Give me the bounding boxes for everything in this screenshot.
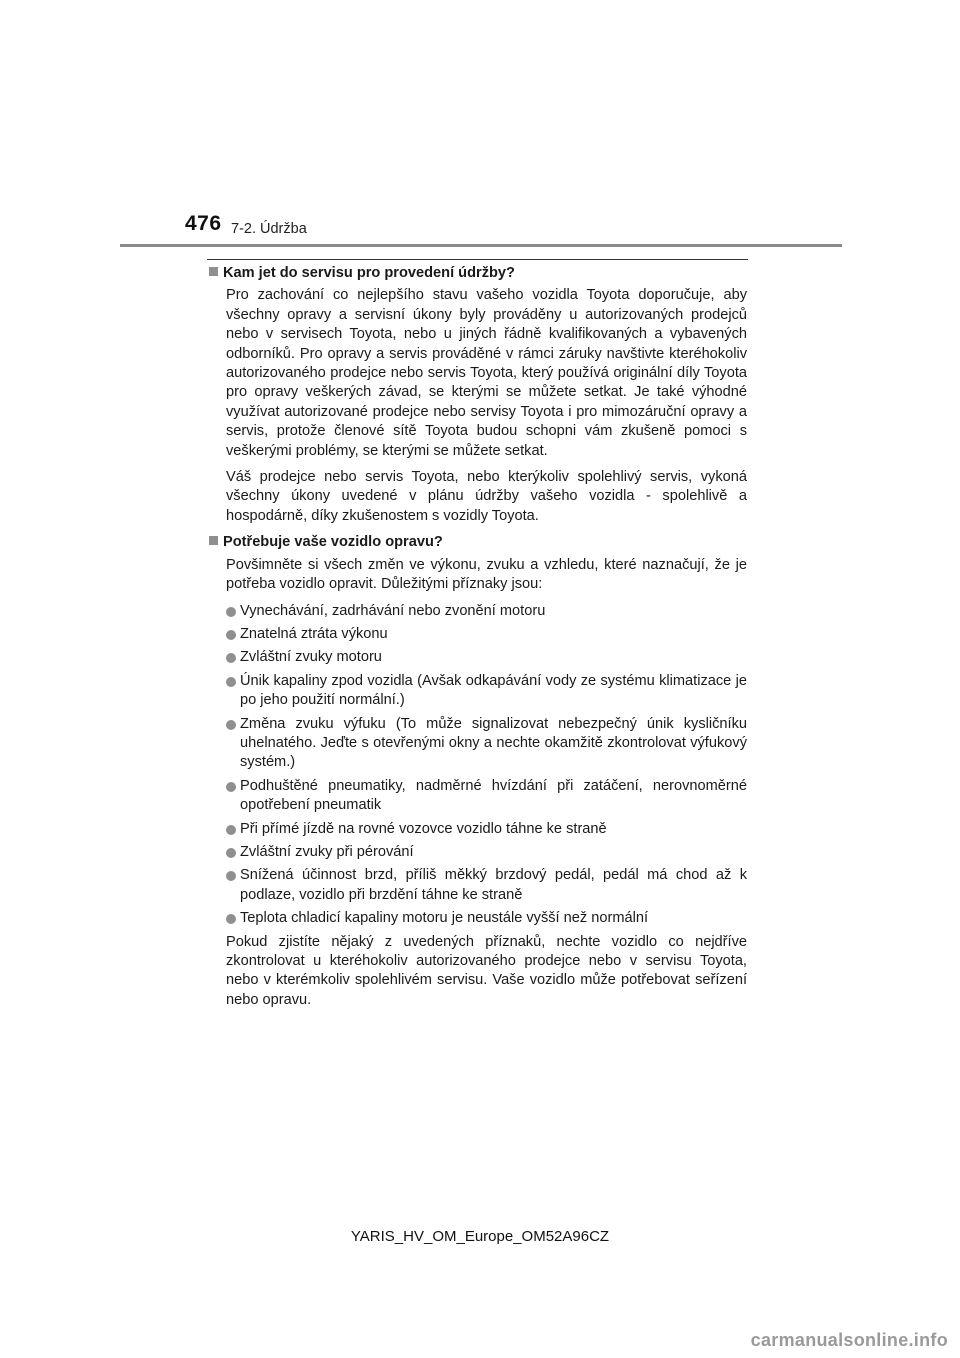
list-item-text: Vynechávání, zadrhávání nebo zvonění motoru <box>240 602 546 619</box>
circle-bullet-icon <box>226 782 236 792</box>
paragraph: Váš prodejce nebo servis Toyota, nebo kterýkoliv spolehlivý servis, vykoná všechny úkony uvedené v plánu údržby vašeho vozidla - spolehlivě a hospodárně, díky zkušenostem s vozidly Toyota. <box>226 469 747 524</box>
circle-bullet-icon <box>226 914 236 924</box>
page-content <box>209 264 747 1017</box>
square-bullet-icon <box>209 536 218 545</box>
watermark: carmanualsonline.info <box>750 1330 948 1350</box>
section-label: 7-2. Údržba <box>231 221 307 237</box>
circle-bullet-icon <box>226 720 236 730</box>
list-item-text: Zvláštní zvuky při pérování <box>240 843 414 860</box>
list-item-text: Podhuštěné pneumatiky, nadměrné hvízdání při zatáčení, nerovnoměrné opotřebení pneumatik <box>240 777 747 814</box>
symptom-list <box>209 602 747 929</box>
paragraph: Povšimněte si všech změn ve výkonu, zvuku a vzhledu, které naznačují, že je potřeba vozidlo opravit. Důležitými příznaky jsou: <box>226 556 747 593</box>
square-bullet-icon <box>209 267 218 276</box>
list-item <box>226 625 747 644</box>
page-number: 476 <box>185 212 222 235</box>
list-item-text: Teplota chladicí kapaliny motoru je neustále vyšší než normální <box>240 910 649 927</box>
list-item <box>226 909 747 928</box>
section-heading-text: Potřebuje vaše vozidlo opravu? <box>223 534 443 551</box>
list-item-text: Zvláštní zvuky motoru <box>240 649 382 666</box>
circle-bullet-icon <box>226 630 236 640</box>
document-code: YARIS_HV_OM_Europe_OM52A96CZ <box>350 1228 610 1245</box>
content-rule <box>207 259 748 260</box>
list-item-text: Únik kapaliny zpod vozidla (Avšak odkapávání vody ze systému klimatizace je po jeho použití normální.) <box>240 672 747 709</box>
section-heading <box>209 264 747 283</box>
paragraph: Pro zachování co nejlepšího stavu vašeho vozidla Toyota doporučuje, aby všechny opravy a servisní úkony byly prováděny u autorizovaných prodejců nebo v servisech Toyota, nebo u jiných řádně kvalifikovaných a vybavených odborníků. Pro opravy a servis prováděné v rámci záruky navštivte kteréhokoliv autorizovaného prodejce nebo servis Toyota, který používá originální díly Toyota pro opravy veškerých závad, se kterými se můžete setkat. Je také výhodné využívat autorizované prodejce nebo servisy Toyota i pro mimozáruční opravy a servis, protože členové sítě Toyota budou schopni vám zkušeně pomoci s veškerými problémy, se kterými se můžete setkat. <box>226 287 747 459</box>
list-item-text: Snížená účinnost brzd, příliš měkký brzdový pedál, pedál má chod až k podlaze, vozidlo při brzdění táhne ke straně <box>240 867 747 903</box>
circle-bullet-icon <box>226 848 236 858</box>
list-item <box>226 715 747 773</box>
list-item <box>226 648 747 667</box>
section-heading <box>209 533 747 552</box>
list-item <box>226 866 747 905</box>
circle-bullet-icon <box>226 825 236 835</box>
list-item-text: Při přímé jízdě na rovné vozovce vozidlo táhne ke straně <box>240 820 607 837</box>
paragraph: Pokud zjistíte nějaký z uvedených příznaků, nechte vozidlo co nejdříve zkontrolovat u kteréhokoliv autorizovaného prodejce nebo v servisu Toyota, nebo v kterémkoliv spolehlivém servisu. Vaše vozidlo může potřebovat seřízení nebo opravu. <box>226 933 747 1008</box>
list-item <box>226 672 747 711</box>
section-heading-text: Kam jet do servisu pro provedení údržby? <box>223 265 515 281</box>
circle-bullet-icon <box>226 677 236 687</box>
header-rule <box>120 244 842 247</box>
list-item <box>226 820 747 839</box>
list-item <box>226 602 747 621</box>
list-item <box>226 843 747 862</box>
circle-bullet-icon <box>226 871 236 881</box>
circle-bullet-icon <box>226 607 236 617</box>
list-item <box>226 777 747 816</box>
circle-bullet-icon <box>226 653 236 663</box>
list-item-text: Znatelná ztráta výkonu <box>240 625 388 642</box>
list-item-text: Změna zvuku výfuku (To může signalizovat nebezpečný únik kysličníku uhelnatého. Jeďte s otevřenými okny a nechte okamžitě zkontrolovat výfukový systém.) <box>240 715 747 771</box>
